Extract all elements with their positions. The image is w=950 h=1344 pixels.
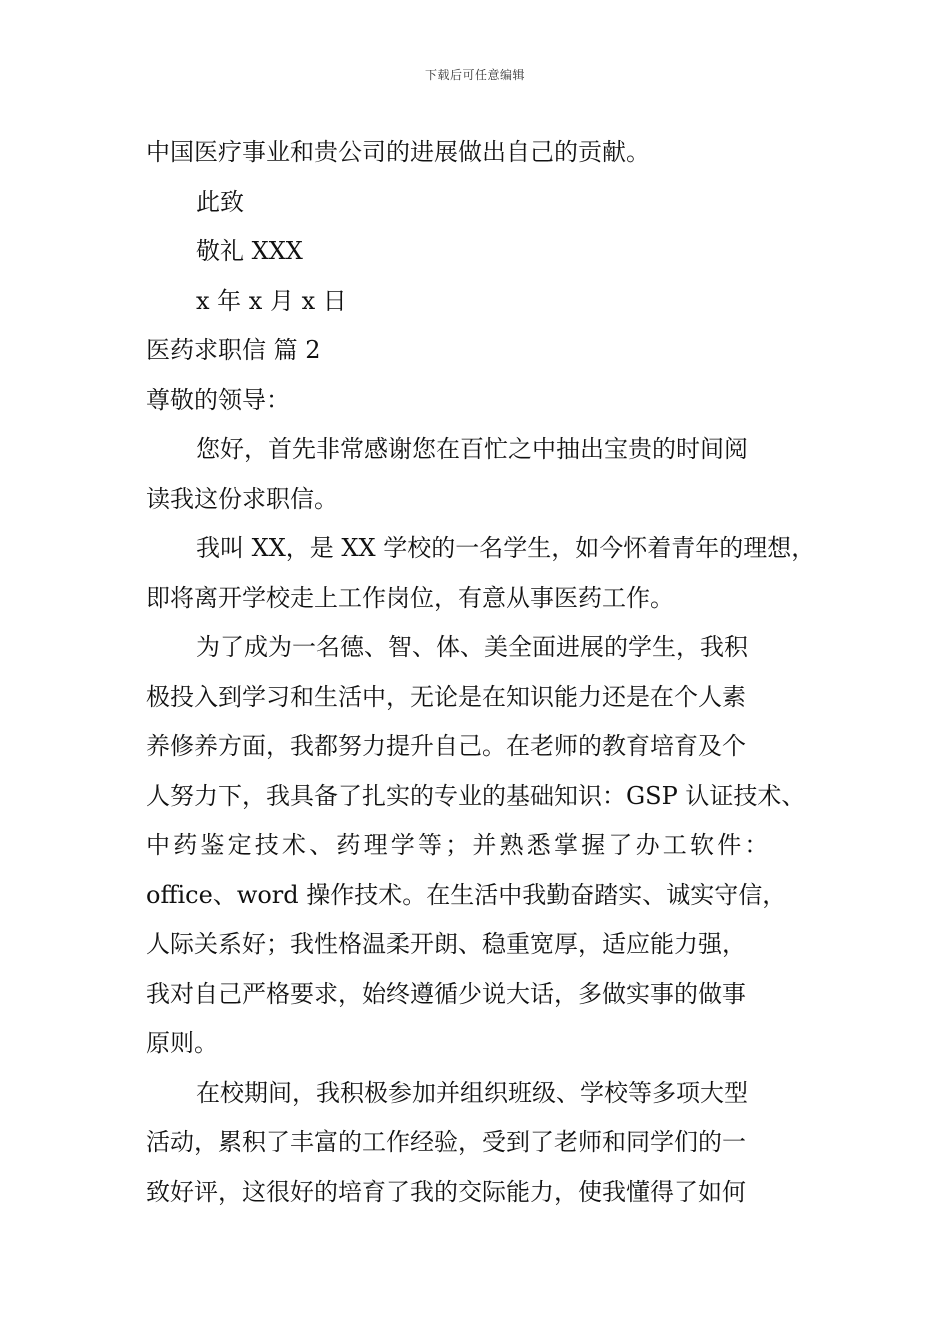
paragraph-line: x 年 x 月 x 日 xyxy=(196,286,347,315)
salutation: 尊敬的领导： xyxy=(146,385,290,414)
page-header: 下载后可任意编辑 xyxy=(424,68,525,82)
paragraph-line: 中药鉴定技术、药理学等；并熟悉掌握了办工软件： xyxy=(146,831,772,859)
paragraph-line: 致好评，这很好的培育了我的交际能力，使我懂得了如何 xyxy=(146,1177,746,1206)
paragraph-line: 您好，首先非常感谢您在百忙之中抽出宝贵的时间阅 xyxy=(196,435,748,463)
paragraph-line: 原则。 xyxy=(146,1029,218,1057)
paragraph-line: 中国医疗事业和贵公司的进展做出自己的贡献。 xyxy=(146,138,650,166)
paragraph-line: 养修养方面，我都努力提升自己。在老师的教育培育及个 xyxy=(146,732,746,760)
paragraph-line: 为了成为一名德、智、体、美全面进展的学生，我积 xyxy=(196,633,748,661)
paragraph-line: 人努力下，我具备了扎实的专业的基础知识：GSP 认证技术、 xyxy=(146,781,806,810)
paragraph-line: 即将离开学校走上工作岗位，有意从事医药工作。 xyxy=(146,583,674,612)
section-title: 医药求职信 篇 2 xyxy=(146,336,321,364)
paragraph-line: 敬礼 XXX xyxy=(196,237,303,265)
paragraph-line: 我对自己严格要求，始终遵循少说大话，多做实事的做事 xyxy=(146,979,746,1008)
paragraph-line: 读我这份求职信。 xyxy=(146,484,338,513)
paragraph-line: office、word 操作技术。在生活中我勤奋踏实、诚实守信， xyxy=(146,880,787,909)
paragraph-line: 人际关系好；我性格温柔开朗、稳重宽厚，适应能力强， xyxy=(146,930,746,958)
paragraph-line: 此致 xyxy=(196,187,244,216)
paragraph-line: 活动，累积了丰富的工作经验，受到了老师和同学们的一 xyxy=(146,1128,746,1156)
paragraph-line: 极投入到学习和生活中，无论是在知识能力还是在个人素 xyxy=(146,682,746,711)
paragraph-line: 在校期间，我积极参加并组织班级、学校等多项大型 xyxy=(196,1078,748,1107)
paragraph-line: 我叫 XX，是 XX 学校的一名学生，如今怀着青年的理想， xyxy=(196,534,816,562)
letter-body xyxy=(146,128,816,1217)
